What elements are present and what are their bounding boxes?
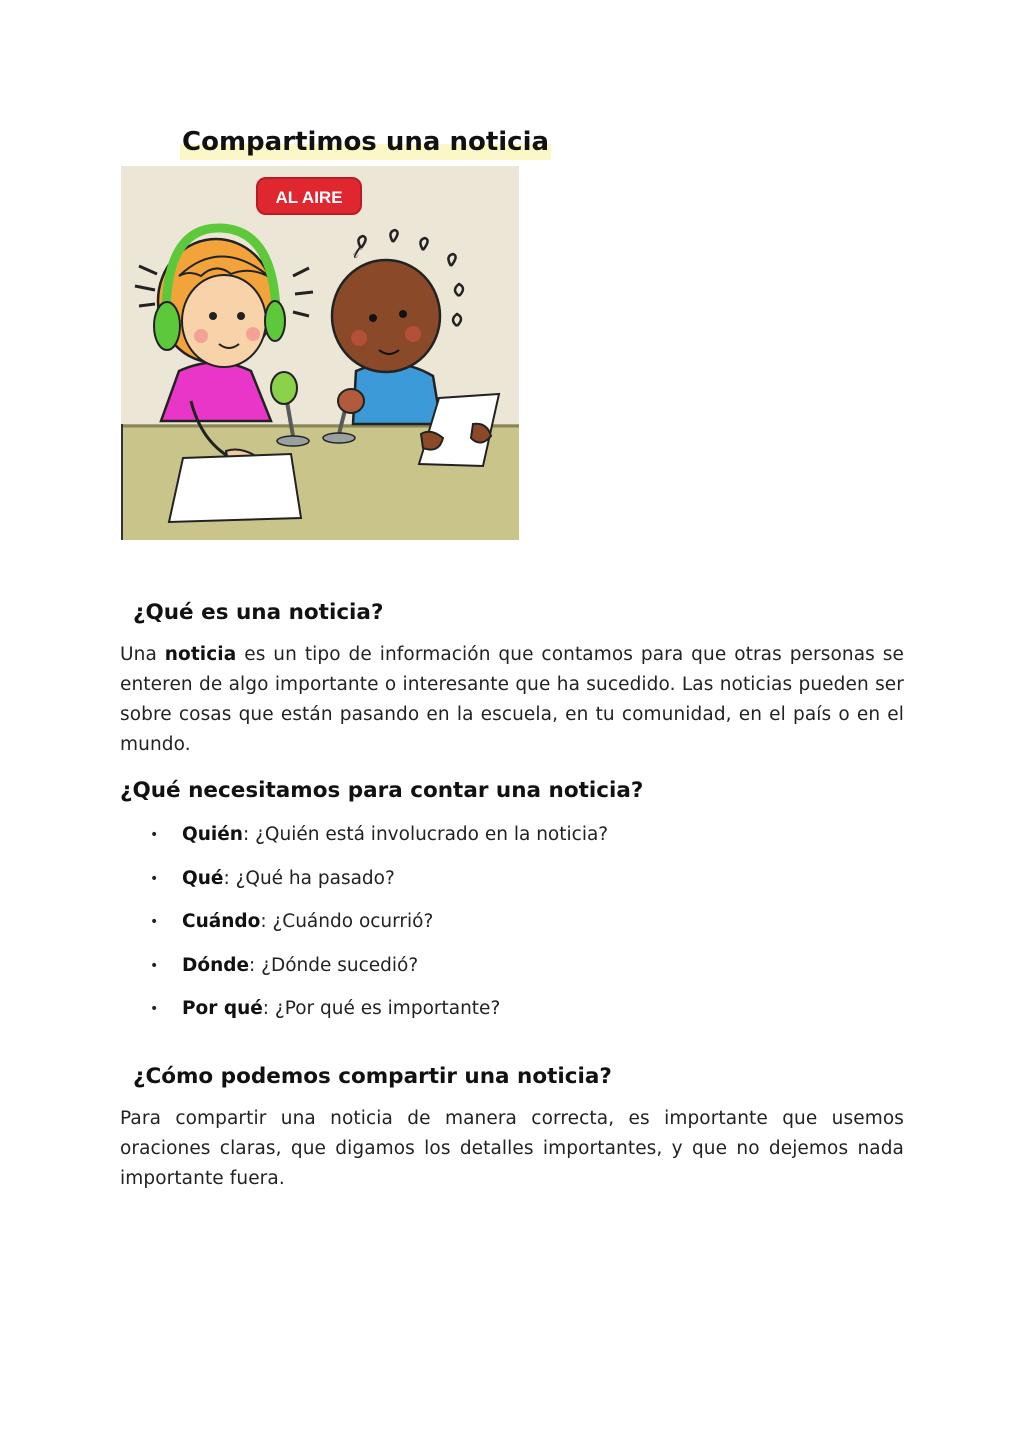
- section-what-is-news: [120, 598, 904, 760]
- section-what-we-need: [120, 776, 904, 1038]
- list-item: [120, 820, 904, 864]
- paragraph-bold-term: noticia: [164, 644, 237, 665]
- item-term: Por qué: [182, 998, 263, 1019]
- questions-list: [120, 820, 904, 1038]
- radio-broadcast-illustration: [121, 166, 519, 540]
- list-item: [120, 994, 904, 1038]
- item-term: Dónde: [182, 954, 250, 976]
- bullet-icon: •: [150, 957, 159, 974]
- item-term: Qué: [182, 867, 224, 889]
- bullet-icon: •: [150, 870, 159, 887]
- section-heading: ¿Qué es una noticia?: [133, 600, 384, 625]
- item-term: Cuándo: [182, 911, 261, 932]
- bullet-icon: •: [150, 914, 159, 930]
- section-paragraph: [120, 640, 904, 760]
- section-heading: ¿Cómo podemos compartir una noticia?: [133, 1064, 612, 1089]
- list-item: [120, 907, 904, 951]
- item-question: : ¿Cuándo ocurrió?: [260, 911, 434, 932]
- section-how-to-share: [120, 1062, 904, 1194]
- paragraph-prefix: Una: [120, 644, 165, 665]
- item-question: : ¿Qué ha pasado?: [223, 867, 395, 889]
- bullet-icon: •: [150, 1001, 159, 1017]
- section-heading: ¿Qué necesitamos para contar una noticia?: [120, 778, 644, 803]
- item-term: Quién: [182, 824, 243, 845]
- list-item: [120, 864, 904, 908]
- bullet-icon: •: [150, 827, 159, 843]
- page-title: Compartimos una noticia: [180, 124, 551, 160]
- on-air-sign-text: AL AIRE: [275, 188, 343, 207]
- paragraph-rest: es un tipo de información que contamos para que otras personas se enteren de algo importante o interesante que ha sucedido. Las noticias pueden ser sobre cosas que están pasando en la escuela, en tu comunidad, en el país o en el mundo.: [120, 644, 904, 755]
- item-question: : ¿Por qué es importante?: [262, 998, 501, 1019]
- item-question: : ¿Dónde sucedió?: [249, 954, 419, 976]
- list-item: [120, 951, 904, 995]
- svg-text:𝓉: 𝓉: [353, 242, 360, 263]
- item-question: : ¿Quién está involucrado en la noticia?: [242, 824, 609, 845]
- section-paragraph: Para compartir una noticia de manera correcta, es importante que usemos oraciones claras, que digamos los detalles importantes, y que no dejemos nada importante fuera.: [120, 1108, 904, 1189]
